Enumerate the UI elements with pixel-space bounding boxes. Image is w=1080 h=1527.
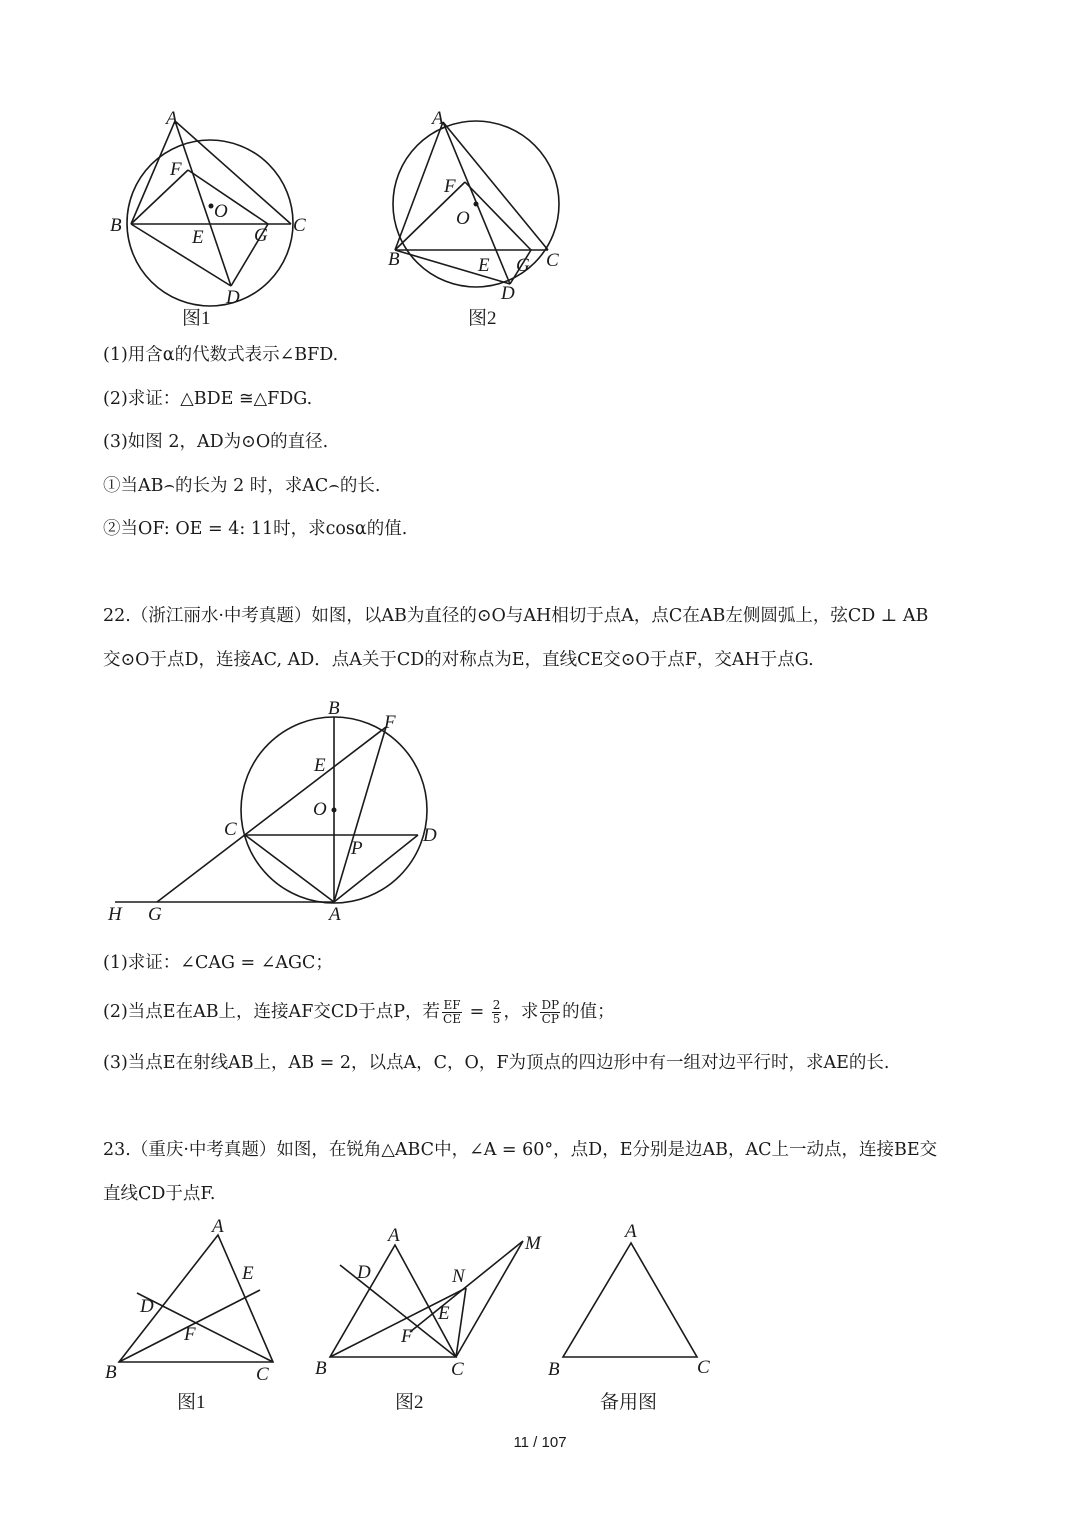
q22-figure: [100, 690, 460, 930]
q22-part-2-text: (2)当点E在AB上，连接AF交CD于点P，若: [103, 1002, 441, 1022]
label-B: B: [548, 1359, 560, 1380]
fraction-numerator: DP: [541, 998, 560, 1012]
label-D: D: [226, 287, 240, 308]
label-E: E: [438, 1303, 450, 1324]
q21-part-3-sub-1: ①当AB⌢的长为 2 时，求AC⌢的长.: [103, 476, 381, 496]
label-O: O: [214, 201, 228, 222]
q21-part-1: (1)用含α的代数式表示∠BFD.: [103, 345, 339, 365]
label-D: D: [357, 1262, 371, 1283]
q21-part-3: (3)如图 2，AD为⊙O的直径.: [103, 432, 329, 452]
q21-part-3-sub-2: ②当OF: OE = 4: 11时，求cosα的值.: [103, 519, 408, 539]
label-G: G: [254, 225, 268, 246]
q22-part-1: (1)求证：∠CAG = ∠AGC；: [103, 953, 333, 973]
q22-part-2-end: 的值；: [562, 1002, 615, 1022]
label-A: A: [329, 904, 341, 925]
fraction-2-5: [492, 999, 502, 1026]
label-G: G: [516, 255, 530, 276]
label-F: F: [384, 712, 396, 733]
label-O: O: [456, 208, 470, 229]
label-C: C: [224, 819, 237, 840]
q23-stem-line-2: 直线CD于点F.: [103, 1184, 216, 1204]
figure-caption: 图1: [182, 308, 211, 329]
label-C: C: [697, 1357, 710, 1378]
fraction-denominator: CE: [443, 1012, 461, 1026]
label-B: B: [110, 215, 122, 236]
label-F: F: [444, 176, 456, 197]
label-A: A: [388, 1225, 400, 1246]
label-E: E: [478, 255, 490, 276]
figure-caption: 备用图: [600, 1392, 658, 1413]
label-F: F: [170, 159, 182, 180]
label-B: B: [315, 1358, 327, 1379]
q22-part-2-mid: ，求: [503, 1002, 539, 1022]
label-C: C: [293, 215, 306, 236]
label-N: N: [452, 1266, 465, 1287]
label-A: A: [432, 108, 444, 129]
label-F: F: [184, 1324, 196, 1345]
label-A: A: [625, 1221, 637, 1242]
label-D: D: [501, 283, 515, 304]
label-F: F: [401, 1326, 413, 1347]
q21-figure-2: [378, 100, 578, 332]
label-C: C: [256, 1364, 269, 1385]
figure-caption: 图2: [395, 1392, 424, 1413]
label-B: B: [105, 1362, 117, 1383]
label-G: G: [148, 904, 162, 925]
label-D: D: [140, 1296, 154, 1317]
q22-stem-line-2: 交⊙O于点D，连接AC, AD．点A关于CD的对称点为E，直线CE交⊙O于点F，交AH于点G.: [103, 650, 814, 670]
label-C: C: [451, 1359, 464, 1380]
label-H: H: [108, 904, 122, 925]
label-C: C: [546, 250, 559, 271]
figure-caption: 图2: [468, 308, 497, 329]
figure-caption: 图1: [177, 1392, 206, 1413]
label-A: A: [212, 1216, 224, 1237]
q23-stem-line-1: 23.（重庆·中考真题）如图，在锐角△ABC中，∠A = 60°，点D，E分别是边AB，AC上一动点，连接BE交: [103, 1140, 938, 1160]
label-O: O: [313, 799, 327, 820]
fraction-dp-cp: [540, 999, 560, 1026]
fraction-numerator: EF: [443, 998, 461, 1012]
equals-sign: =: [464, 1002, 490, 1022]
q23-figure-3: [540, 1215, 730, 1420]
label-E: E: [314, 755, 326, 776]
q22-part-3: (3)当点E在射线AB上，AB = 2，以点A，C，O，F为顶点的四边形中有一组对边平行时，求AE的长.: [103, 1053, 890, 1073]
q21-figure-1: [100, 100, 330, 332]
label-E: E: [192, 227, 204, 248]
fraction-numerator: 2: [492, 998, 501, 1012]
fraction-denominator: CP: [541, 1012, 559, 1026]
q22-part-2: [103, 999, 615, 1026]
label-D: D: [423, 825, 437, 846]
label-B: B: [328, 698, 340, 719]
label-E: E: [242, 1263, 254, 1284]
label-A: A: [166, 108, 178, 129]
fraction-denominator: 5: [492, 1012, 501, 1026]
q21-part-2: (2)求证：△BDE ≅△FDG.: [103, 389, 313, 409]
q23-figure-2: [310, 1215, 560, 1420]
page-number: 11 / 107: [513, 1434, 567, 1451]
fraction-ef-ce: [442, 999, 462, 1026]
label-P: P: [351, 838, 363, 859]
label-B: B: [388, 249, 400, 270]
label-M: M: [525, 1233, 541, 1254]
q23-figure-1: [100, 1215, 290, 1420]
q22-stem-line-1: 22.（浙江丽水·中考真题）如图，以AB为直径的⊙O与AH相切于点A，点C在AB左侧圆弧上，弦CD ⊥ AB: [103, 606, 929, 626]
